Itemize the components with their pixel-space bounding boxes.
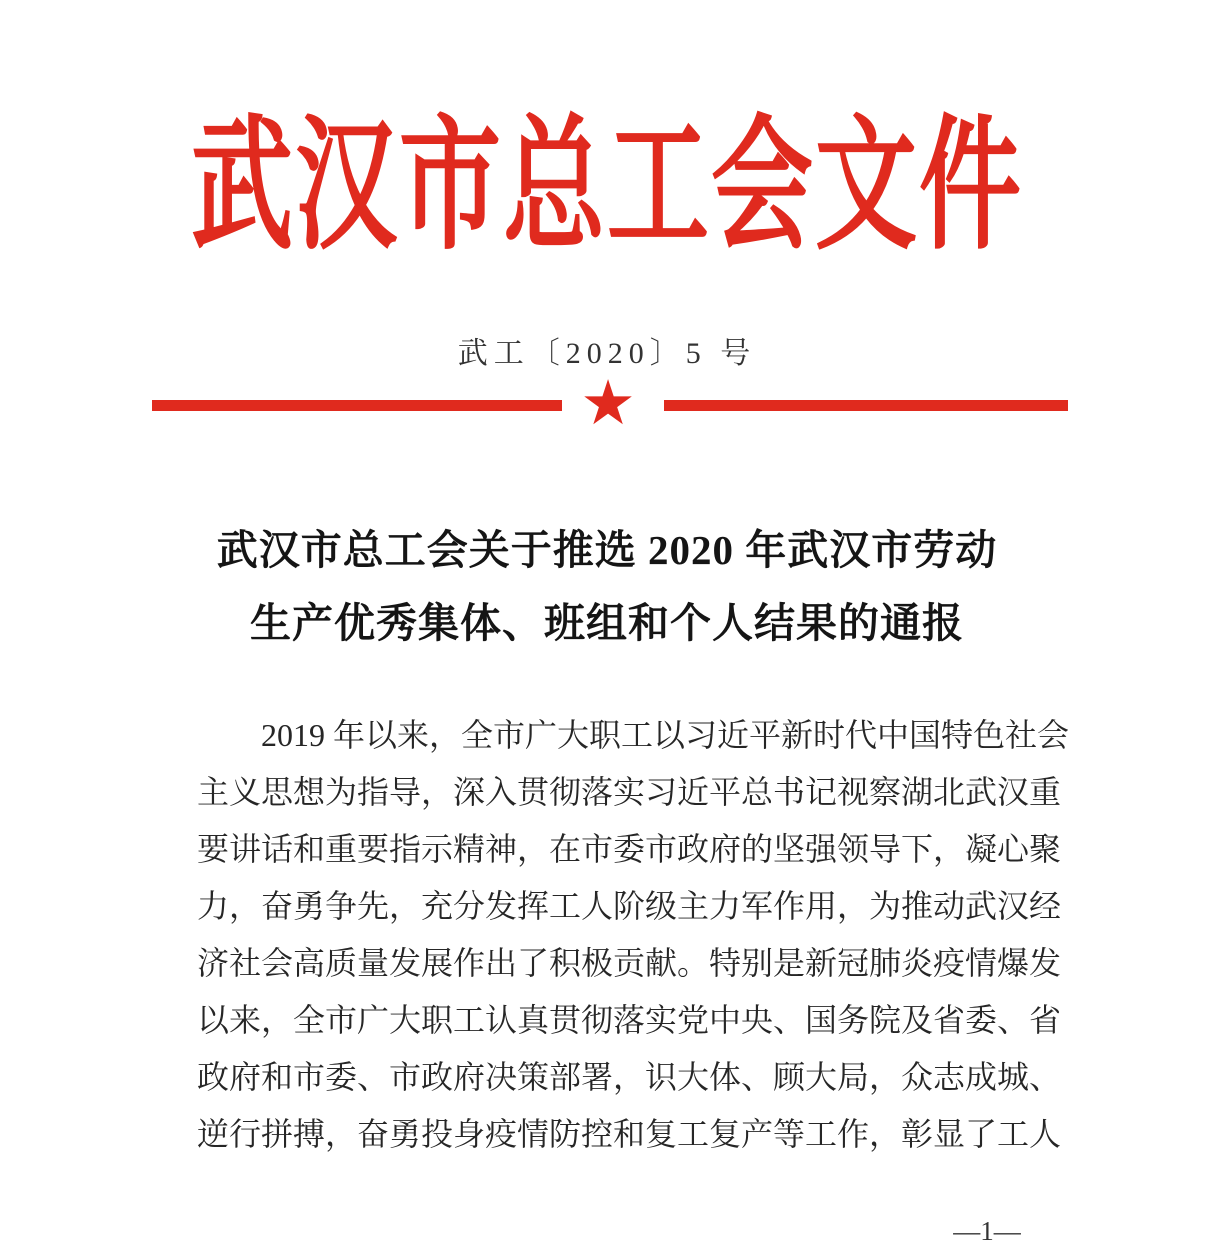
body-line: 主义思想为指导，深入贯彻落实习近平总书记视察湖北武汉重: [197, 774, 1062, 810]
body-paragraph: [197, 707, 1070, 1163]
star-icon: ★: [580, 366, 636, 439]
body-line: 逆行拼搏，奋勇投身疫情防控和复工复产等工作，彰显了工人: [197, 1116, 1062, 1152]
masthead-title: 武汉市总工会文件: [191, 107, 1023, 268]
body-line: 2019 年以来，全市广大职工以习近平新时代中国特色社会: [261, 717, 1070, 753]
document-title-line-1: 武汉市总工会关于推选 2020 年武汉市劳动: [216, 527, 998, 573]
red-rule-right: [664, 400, 1068, 411]
document-title-line-2: 生产优秀集体、班组和个人结果的通报: [250, 600, 964, 646]
body-line: 要讲话和重要指示精神，在市委市政府的坚强领导下，凝心聚: [197, 831, 1062, 867]
body-line: 济社会高质量发展作出了积极贡献。特别是新冠肺炎疫情爆发: [197, 945, 1062, 981]
document-number: 武工〔2020〕5 号: [457, 337, 757, 370]
body-line: 力，奋勇争先，充分发挥工人阶级主力军作用，为推动武汉经: [197, 888, 1062, 924]
red-rule-left: [152, 400, 562, 411]
body-line: 政府和市委、市政府决策部署，识大体、顾大局，众志成城、: [197, 1059, 1062, 1095]
document-title: [0, 514, 1214, 660]
body-line: 以来，全市广大职工认真贯彻落实党中央、国务院及省委、省: [197, 1002, 1062, 1038]
page-number: —1—: [953, 1216, 1021, 1246]
